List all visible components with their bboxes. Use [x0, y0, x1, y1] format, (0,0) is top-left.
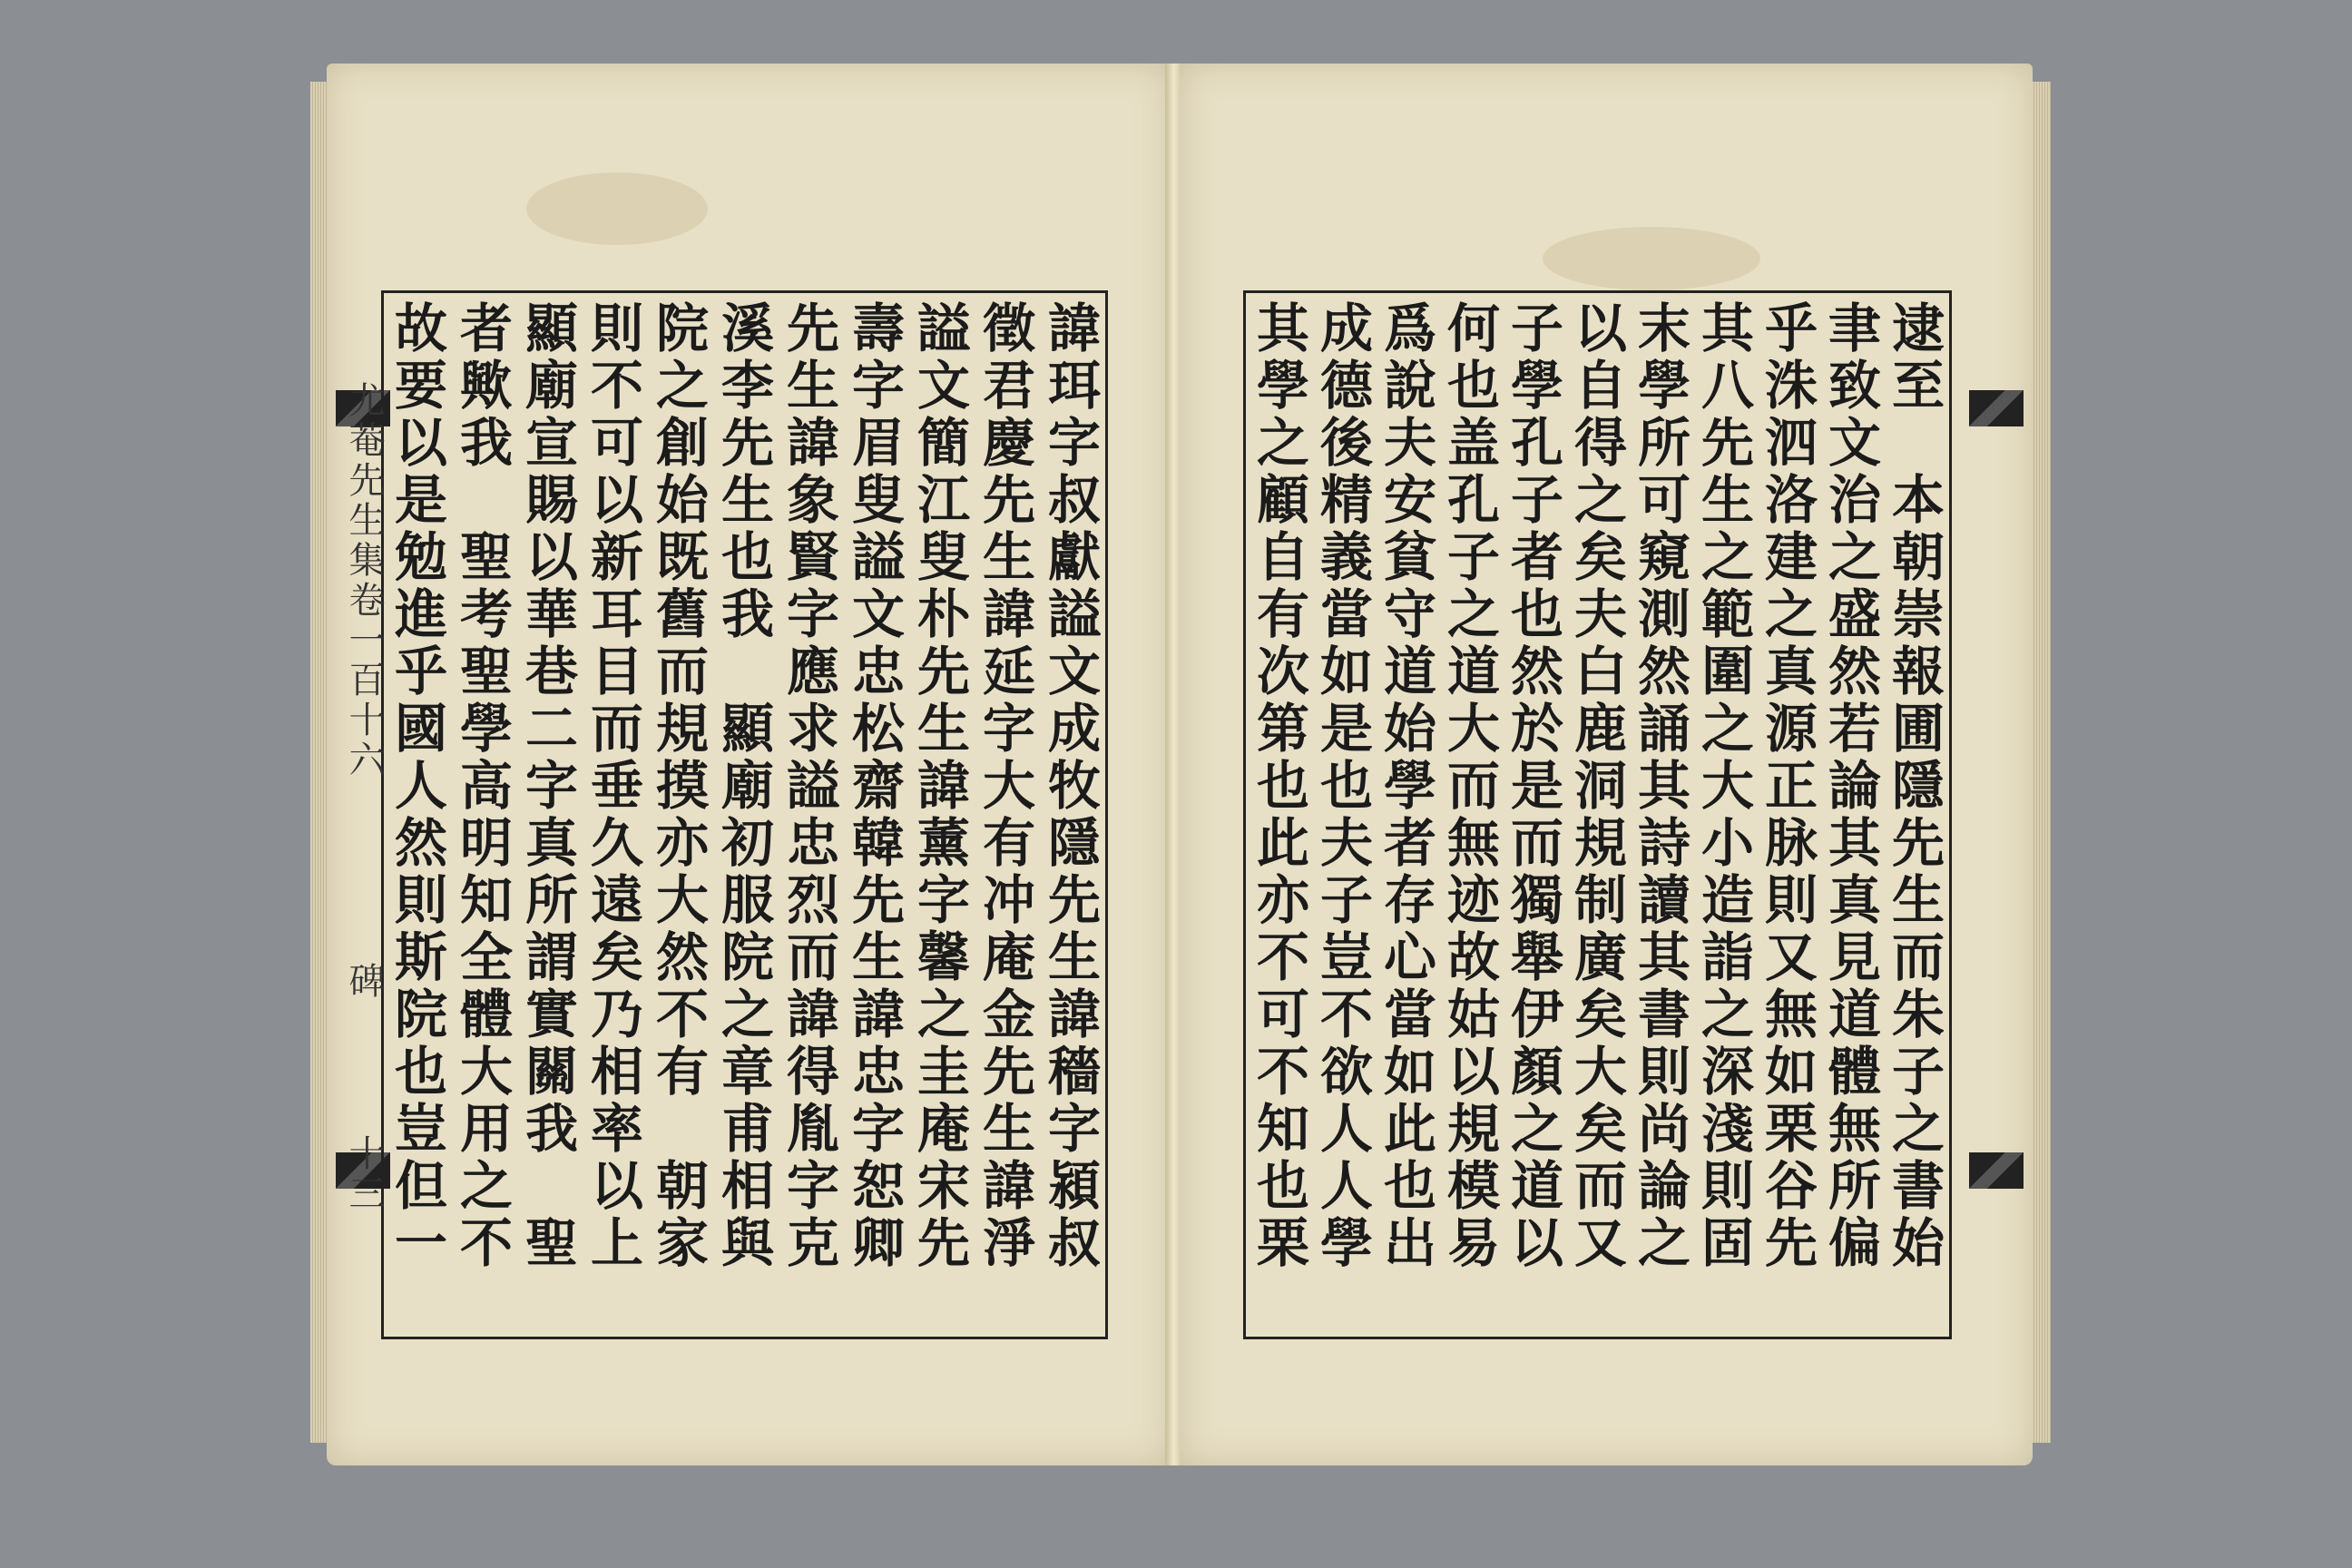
text-column: 則不可以新耳目而垂久遠矣乃相率以上	[582, 300, 643, 1272]
paper-stain	[1543, 227, 1760, 290]
text-column: 其學之顧自有次第也此亦不可不知也栗	[1248, 300, 1309, 1272]
text-column: 顯廟宣賜以華巷二字真所謂實關我 聖	[516, 300, 578, 1272]
text-column: 者歟我 聖考聖學高明知全體大用之不	[451, 300, 513, 1272]
text-column: 乎洙泗洛建之真源正脉則又無如栗谷先	[1756, 300, 1818, 1272]
text-column: 爲說夫安貧守道始學者存心當如此也出	[1375, 300, 1436, 1272]
fishtail-mark-bottom	[1969, 1152, 2024, 1189]
text-column: 其八先生之範圍之大小造詣之深淺則固	[1692, 300, 1754, 1272]
text-column: 以自得之矣夫白鹿洞規制廣矣大矣而又	[1565, 300, 1627, 1272]
text-column: 諱珥字叔獻謚文成牧隱先生諱穡字潁叔	[1039, 300, 1101, 1272]
text-column: 溪李先生也我 顯廟初服院之章甫相與	[712, 300, 774, 1272]
text-column: 故要以是勉進乎國人然則斯院也豈但一	[386, 300, 447, 1272]
text-column: 聿致文治之盛然若論其真見道體無所偏	[1819, 300, 1881, 1272]
text-column: 末學所可窺測然誦其詩讀其書則尚論之	[1629, 300, 1690, 1272]
margin-page-number: 十三	[343, 1134, 385, 1214]
text-column: 先生諱象賢字應求謚忠烈而諱得胤字克	[778, 300, 839, 1272]
text-column: 子學孔子者也然於是而獨舉伊顏之道以	[1502, 300, 1563, 1272]
text-column: 謚文簡江叟朴先生諱薰字馨之圭庵宋先	[908, 300, 970, 1272]
text-column: 成德後精義當如是也夫子豈不欲人人學	[1311, 300, 1373, 1272]
open-book	[327, 64, 2033, 1479]
text-column: 何也盖孔子之道大而無迹故姑以規模易	[1438, 300, 1500, 1272]
right-text-frame	[1243, 290, 1952, 1339]
paper-stain	[526, 172, 708, 245]
margin-section: 碑	[343, 962, 385, 1002]
margin-book-title: 尤菴先生集卷一百十六	[343, 381, 385, 780]
text-column: 院之創始既舊而規摸亦大然不有 朝家	[647, 300, 709, 1272]
fishtail-mark-top	[1969, 390, 2024, 426]
text-column: 壽字眉叟謚文忠松齋韓先生諱忠字恕卿	[843, 300, 905, 1272]
center-margin	[336, 309, 385, 1334]
left-text-frame	[381, 290, 1108, 1339]
text-column: 逮至 本朝崇報圃隱先生而朱子之書始	[1883, 300, 1945, 1272]
text-column: 徵君慶先生諱延字大有冲庵金先生諱淨	[974, 300, 1035, 1272]
